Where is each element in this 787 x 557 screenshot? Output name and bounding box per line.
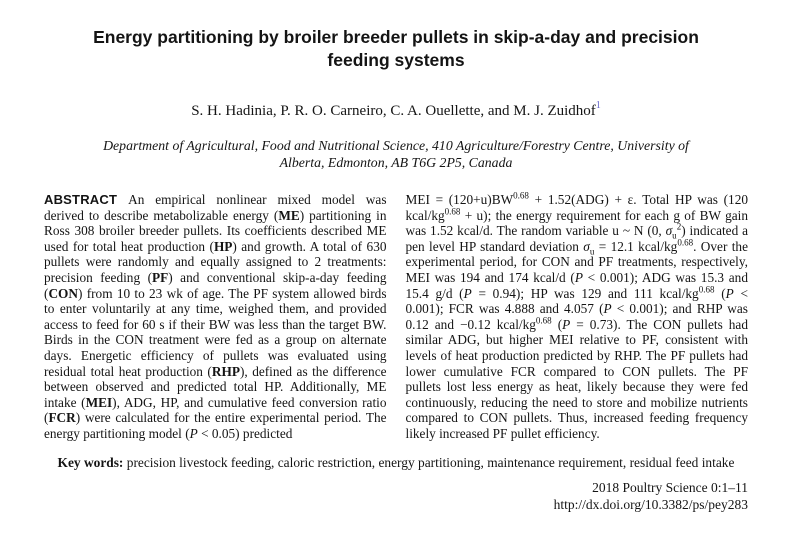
paper-title-line-2: feeding systems	[327, 50, 465, 70]
authors-text: S. H. Hadinia, P. R. O. Carneiro, C. A. Ouellette, and M. J. Zuidhof	[191, 103, 596, 119]
author-footnote-link[interactable]: 1	[595, 100, 601, 111]
abstract-left-text: An empirical nonlinear mixed model was derived to describe metabolizable energy (ME) partitioning in Ross 308 broiler breeder pullets. Its coefficients described ME used for total heat production (HP) and growth. A total of 630 pullets were randomly and equally assigned to 2 treatments: precision feeding (PF) and conventional skip-a-day feeding (CON) from 10 to 23 wk of age. The PF system allowed birds to enter voluntarily at any time, weighed them, and provided access to feed for 60 s if their BW was less than the target BW. Birds in the CON treatment were fed as a group on alternate days. Energetic efficiency of pullets was evaluated using residual total heat production (RHP), defined as the difference between observed and predicted total HP. Additionally, ME intake (MEI), ADG, HP, and cumulative feed conversion ratio (FCR) were calculated for the entire experimental period. The energy partitioning model (P < 0.05) predicted	[44, 192, 387, 441]
keywords-label: Key words:	[57, 454, 124, 470]
doi-link[interactable]: http://dx.doi.org/10.3382/ps/pey283	[553, 496, 748, 512]
keywords-text: precision livestock feeding, caloric restriction, energy partitioning, maintenance requirement, residual feed intake	[126, 454, 735, 470]
paper-title-line-1: Energy partitioning by broiler breeder pullets in skip-a-day and precision	[93, 27, 699, 47]
paper-title	[46, 26, 746, 72]
journal-info	[44, 480, 748, 513]
abstract-column-left	[44, 192, 387, 442]
abstract-label: ABSTRACT	[44, 192, 118, 207]
abstract-column-right: MEI = $(120+u)BW^{0.68} + 1.52(ADG) + \varepsilon$. Total HP was (120 kcal/$kg^{0.68} + u$); the energy requirement for each g of BW gain was 1.52 kcal/d. The random variable u ~ N (0, $\sigma_u^2$) indicated a pen level HP standard deviation $\sigma_u = 12.1$ kcal/$kg^{0.68}$. Over the experimental period, for CON and PF treatments, respectively, MEI was 194 and 174 kcal/d (P < 0.001); ADG was 15.3 and 15.4 g/d (P = 0.94); HP was 129 and 111 kcal/$kg^{0.68}$ (P < 0.001); FCR was 4.888 and 4.057 (P < 0.001); and RHP was 0.12 and −0.12 kcal/$kg^{0.68}$ (P = 0.73). The CON pullets had similar ADG, but higher MEI relative to PF, consistent with levels of heat production predicted by RHP. The PF pullets had lower cumulative FCR compared to CON pullets. The PF pullets lost less energy as heat, likely because they were fed continuously, reducing the need to store and mobilize nutrients compared to CON pullets. Thus, increased feeding frequency likely increased PF pullet efficiency.	[405, 190, 748, 441]
journal-citation: 2018 Poultry Science 0:1–11	[592, 480, 748, 495]
affiliation	[44, 137, 748, 171]
affiliation-line-1: Department of Agricultural, Food and Nutritional Science, 410 Agriculture/Forestry Centre, University of	[103, 138, 689, 153]
author-line	[44, 100, 748, 120]
affiliation-line-2: Alberta, Edmonton, AB T6G 2P5, Canada	[279, 155, 513, 170]
abstract-columns	[44, 192, 748, 442]
keywords-line	[51, 455, 741, 472]
